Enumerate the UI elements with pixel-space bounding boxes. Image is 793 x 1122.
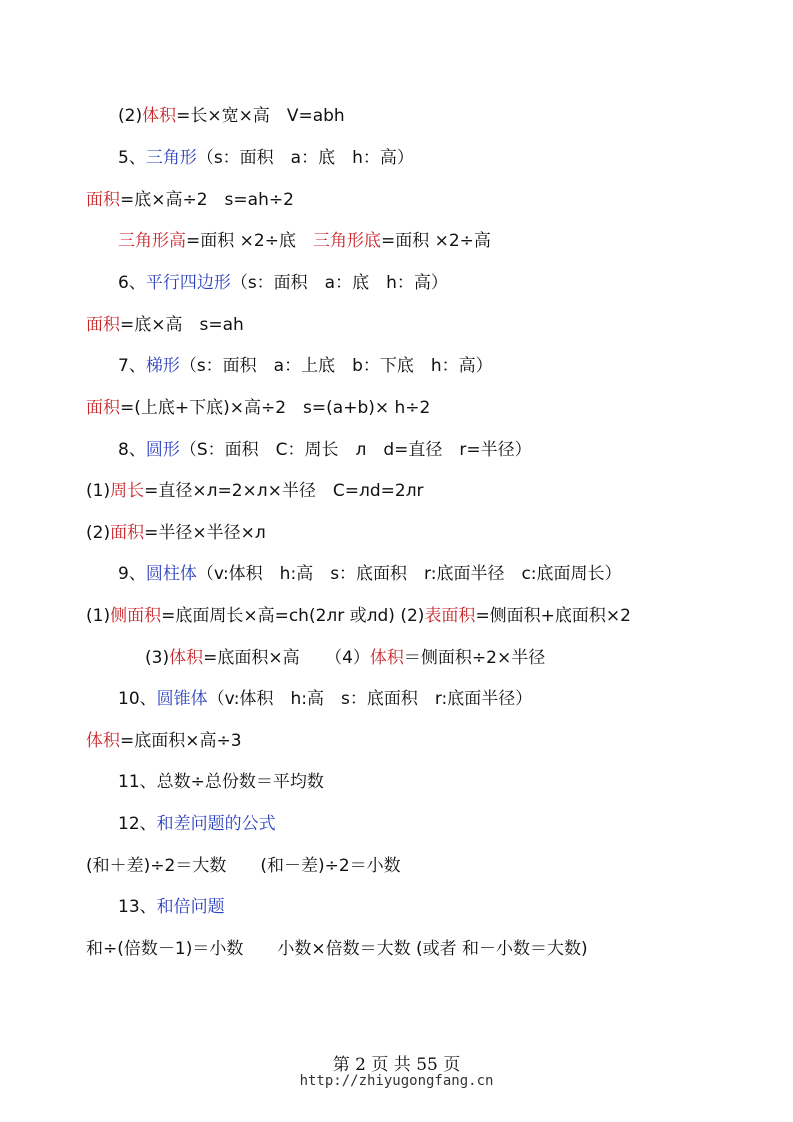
item-number: (3) (145, 648, 170, 668)
formula: =底面周长×高=ch(2лr 或лd) (2) (161, 606, 425, 626)
formula: 和÷(倍数－1)＝小数 小数×倍数＝大数 (或者 和－小数＝大数) (86, 939, 588, 959)
line-sum-multiple-formula (86, 938, 588, 960)
term: 体积 (369, 648, 404, 668)
item-number: 9、 (118, 564, 146, 584)
line-volume-cuboid (118, 105, 345, 127)
item-number: 5、 (118, 148, 146, 168)
line-cone-volume (86, 730, 242, 752)
formula: 11、总数÷总份数＝平均数 (118, 772, 324, 792)
item-number: 6、 (118, 273, 146, 293)
line-circle-circumference (86, 480, 424, 502)
line-average (118, 771, 324, 793)
formula: =底面积×高÷3 (120, 731, 242, 751)
formula: ＝侧面积÷2×半径 (403, 648, 546, 668)
term: 面积 (86, 190, 120, 210)
formula: =(上底+下底)×高÷2 s=(a+b)× h÷2 (120, 398, 431, 418)
formula: (和＋差)÷2＝大数 (和－差)÷2＝小数 (86, 856, 401, 876)
heading-title: 三角形 (145, 148, 197, 168)
item-number: (2) (86, 523, 111, 543)
term: 体积 (142, 106, 177, 126)
legend: （s：面积 a：上底 b：下底 h：高） (179, 356, 493, 376)
heading-triangle (118, 147, 414, 169)
item-number: 7、 (118, 356, 146, 376)
heading-title: 梯形 (145, 356, 180, 376)
heading-cone (118, 688, 532, 710)
page-number: 第 2 页 共 55 页 (332, 1055, 461, 1075)
line-sum-difference-formula (86, 855, 401, 877)
formula: =长×宽×高 V=abh (176, 106, 345, 126)
item-number: 13、 (118, 897, 157, 917)
legend: （v:体积 h:高 s：底面积 r:底面半径） (207, 689, 533, 709)
line-cylinder-surface (86, 605, 631, 627)
legend: （v:体积 h:高 s：底面积 r:底面半径 c:底面周长） (196, 564, 622, 584)
formula: =侧面积+底面积×2 (475, 606, 631, 626)
legend: （s：面积 a：底 h：高） (230, 273, 448, 293)
term: 侧面积 (110, 606, 162, 626)
item-number: 12、 (118, 814, 157, 834)
term: 三角形底 (312, 231, 381, 251)
item-number: (1) (86, 481, 111, 501)
item-number: (1) (86, 606, 111, 626)
item-number: (2) (118, 106, 143, 126)
legend: （S：面积 C：周长 л d=直径 r=半径） (179, 440, 532, 460)
heading-sum-difference (118, 813, 276, 835)
term: 周长 (110, 481, 145, 501)
item-number: 10、 (118, 689, 157, 709)
item-number: 8、 (118, 440, 146, 460)
heading-title: 平行四边形 (145, 273, 231, 293)
heading-title: 和差问题的公式 (156, 814, 276, 834)
line-triangle-area (86, 189, 294, 211)
heading-sum-multiple (118, 896, 225, 918)
term: 面积 (86, 315, 120, 335)
formula: =面积 ×2÷底 (186, 231, 313, 251)
term: 面积 (110, 523, 145, 543)
formula: =底×高 s=ah (120, 315, 244, 335)
line-circle-area (86, 522, 266, 544)
heading-trapezoid (118, 355, 493, 377)
line-parallelogram-area (86, 314, 244, 336)
line-cylinder-volume (145, 647, 545, 669)
line-triangle-height-base (118, 230, 491, 252)
term: 三角形高 (118, 231, 186, 251)
heading-circle (118, 439, 532, 461)
line-trapezoid-area (86, 397, 430, 419)
formula: =底面积×高 （4） (203, 648, 370, 668)
term: 面积 (86, 398, 120, 418)
heading-title: 和倍问题 (156, 897, 225, 917)
term: 体积 (86, 731, 120, 751)
formula: =直径×л=2×л×半径 C=лd=2лr (144, 481, 424, 501)
heading-title: 圆形 (145, 440, 180, 460)
footer-url: http://zhiyugongfang.cn (299, 1073, 494, 1089)
formula: =半径×半径×л (144, 523, 266, 543)
heading-title: 圆锥体 (156, 689, 208, 709)
term: 体积 (169, 648, 204, 668)
heading-parallelogram (118, 272, 448, 294)
heading-cylinder (118, 563, 622, 585)
formula: =底×高÷2 s=ah÷2 (120, 190, 294, 210)
formula: =面积 ×2÷高 (380, 231, 491, 251)
term: 表面积 (424, 606, 476, 626)
legend: （s：面积 a：底 h：高） (196, 148, 414, 168)
heading-title: 圆柱体 (145, 564, 197, 584)
